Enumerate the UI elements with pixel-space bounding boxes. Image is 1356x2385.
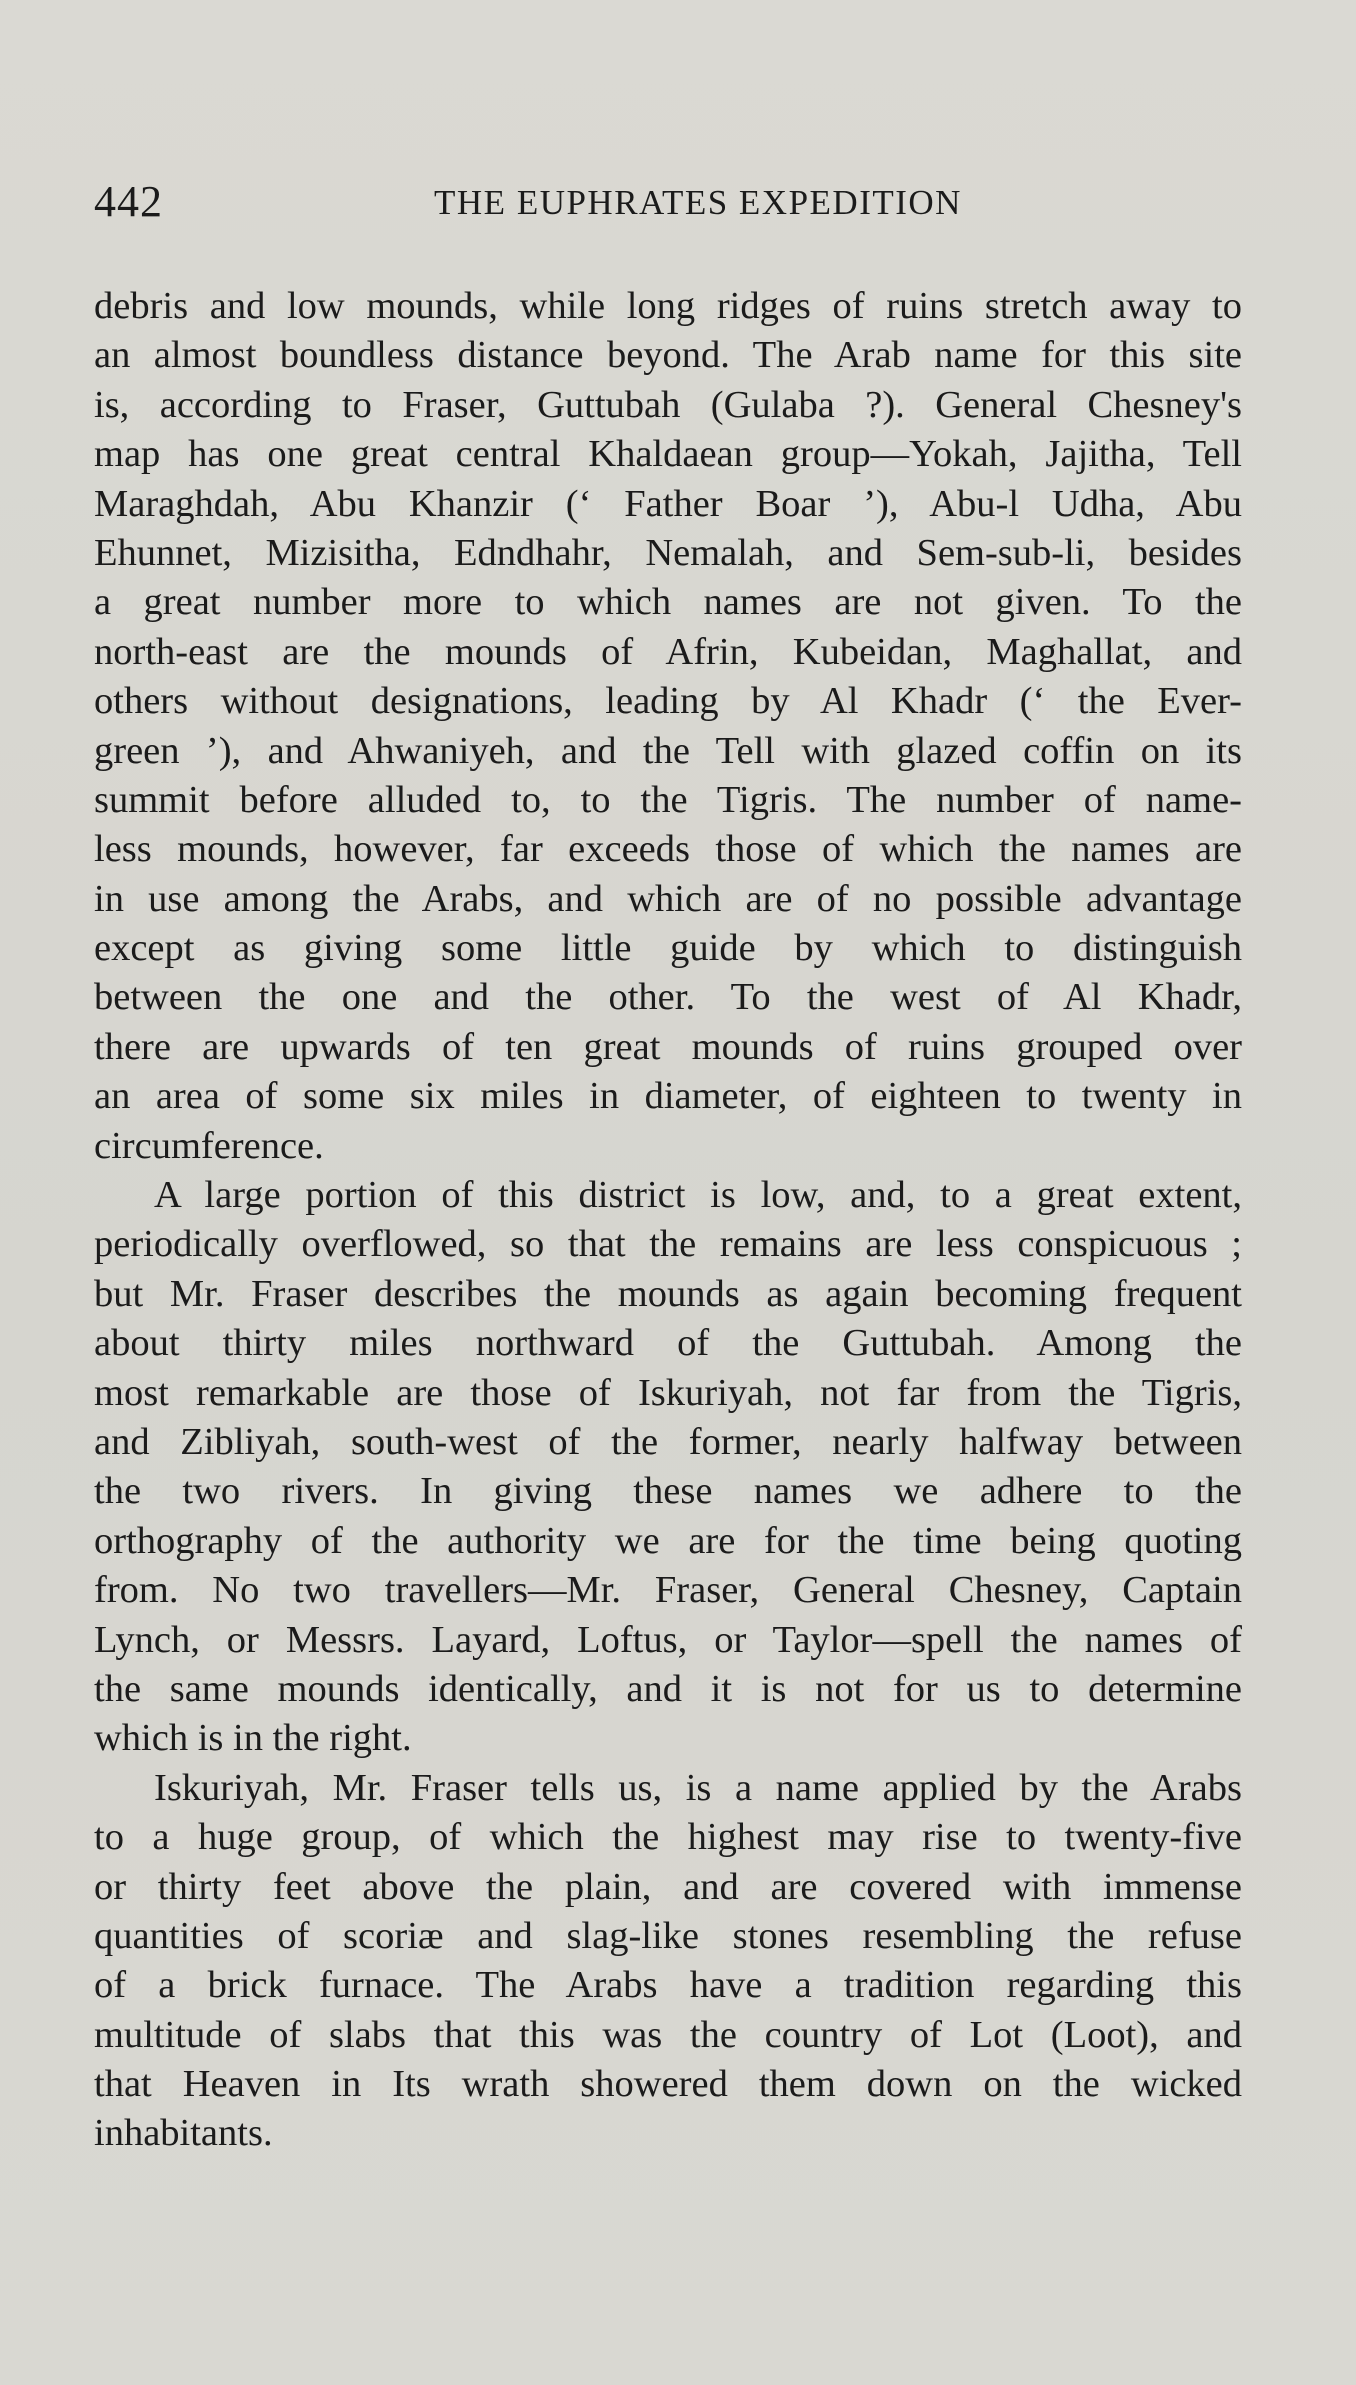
paragraph-2 [94, 1171, 1242, 1764]
text-line: north-east are the mounds of Afrin, Kubeidan, Maghallat, and [94, 630, 1242, 673]
text-line: others without designations, leading by Al Khadr (‘ the Ever- [94, 680, 1242, 723]
running-title: THE EUPHRATES EXPEDITION [434, 183, 962, 222]
text-line: there are upwards of ten great mounds of ruins grouped over [94, 1025, 1242, 1068]
text-line: most remarkable are those of Iskuriyah, not far from the Tigris, [94, 1371, 1242, 1414]
text-line: that Heaven in Its wrath showered them down on the wicked [94, 2063, 1242, 2106]
text-line: to a huge group, of which the highest may rise to twenty-five [94, 1816, 1242, 1859]
text-line: debris and low mounds, while long ridges of ruins stretch away to [94, 285, 1242, 327]
text-line: A large portion of this district is low, and, to a great extent, [154, 1174, 1242, 1217]
text-line: and Zibliyah, south-west of the former, nearly halfway between [94, 1420, 1242, 1463]
text-line: Ehunnet, Mizisitha, Edndhahr, Nemalah, and Sem-sub-li, besides [94, 531, 1242, 574]
text-line: in use among the Arabs, and which are of no possible advantage [94, 877, 1242, 920]
text-line: from. No two travellers—Mr. Fraser, General Chesney, Captain [94, 1569, 1242, 1612]
text-line: a great number more to which names are not given. To the [94, 581, 1242, 624]
page-header [94, 176, 1262, 236]
text-line: of a brick furnace. The Arabs have a tradition regarding this [94, 1964, 1242, 2007]
text-line: quantities of scoriæ and slag-like stones resembling the refuse [94, 1914, 1242, 1957]
text-line: map has one great central Khaldaean group—Yokah, Jajitha, Tell [94, 433, 1242, 476]
text-line: but Mr. Fraser describes the mounds as again becoming frequent [94, 1272, 1242, 1315]
text-line: circumference. [94, 1124, 324, 1167]
text-line: orthography of the authority we are for the time being quoting [94, 1519, 1242, 1562]
body-text [94, 282, 1242, 2159]
paragraph-3 [94, 1764, 1242, 2159]
text-line: periodically overflowed, so that the remains are less conspicuous ; [94, 1223, 1242, 1266]
text-line: except as giving some little guide by which to distinguish [94, 927, 1242, 970]
text-line: an area of some six miles in diameter, of eighteen to twenty in [94, 1075, 1242, 1118]
text-line: between the one and the other. To the west of Al Khadr, [94, 976, 1242, 1019]
text-line: an almost boundless distance beyond. The Arab name for this site [94, 334, 1242, 377]
text-line: about thirty miles northward of the Guttubah. Among the [94, 1322, 1242, 1365]
text-line: the same mounds identically, and it is not for us to determine [94, 1667, 1242, 1710]
text-line: Lynch, or Messrs. Layard, Loftus, or Taylor—spell the names of [94, 1618, 1242, 1661]
text-line: is, according to Fraser, Guttubah (Gulaba ?). General Chesney's [94, 383, 1242, 426]
page-number: 442 [94, 177, 163, 226]
text-line: less mounds, however, far exceeds those of which the names are [94, 828, 1242, 871]
text-line: Maraghdah, Abu Khanzir (‘ Father Boar ’), Abu-l Udha, Abu [94, 482, 1242, 525]
text-line: the two rivers. In giving these names we adhere to the [94, 1470, 1242, 1513]
text-line: which is in the right. [94, 1717, 412, 1760]
text-line: inhabitants. [94, 2112, 273, 2155]
text-line: summit before alluded to, to the Tigris. The number of name- [94, 778, 1242, 821]
text-line: Iskuriyah, Mr. Fraser tells us, is a name applied by the Arabs [154, 1766, 1242, 1809]
text-line: multitude of slabs that this was the country of Lot (Loot), and [94, 2013, 1242, 2056]
text-line: or thirty feet above the plain, and are covered with immense [94, 1865, 1242, 1908]
paragraph-1 [94, 282, 1242, 1171]
text-line: green ’), and Ahwaniyeh, and the Tell with glazed coffin on its [94, 729, 1242, 772]
